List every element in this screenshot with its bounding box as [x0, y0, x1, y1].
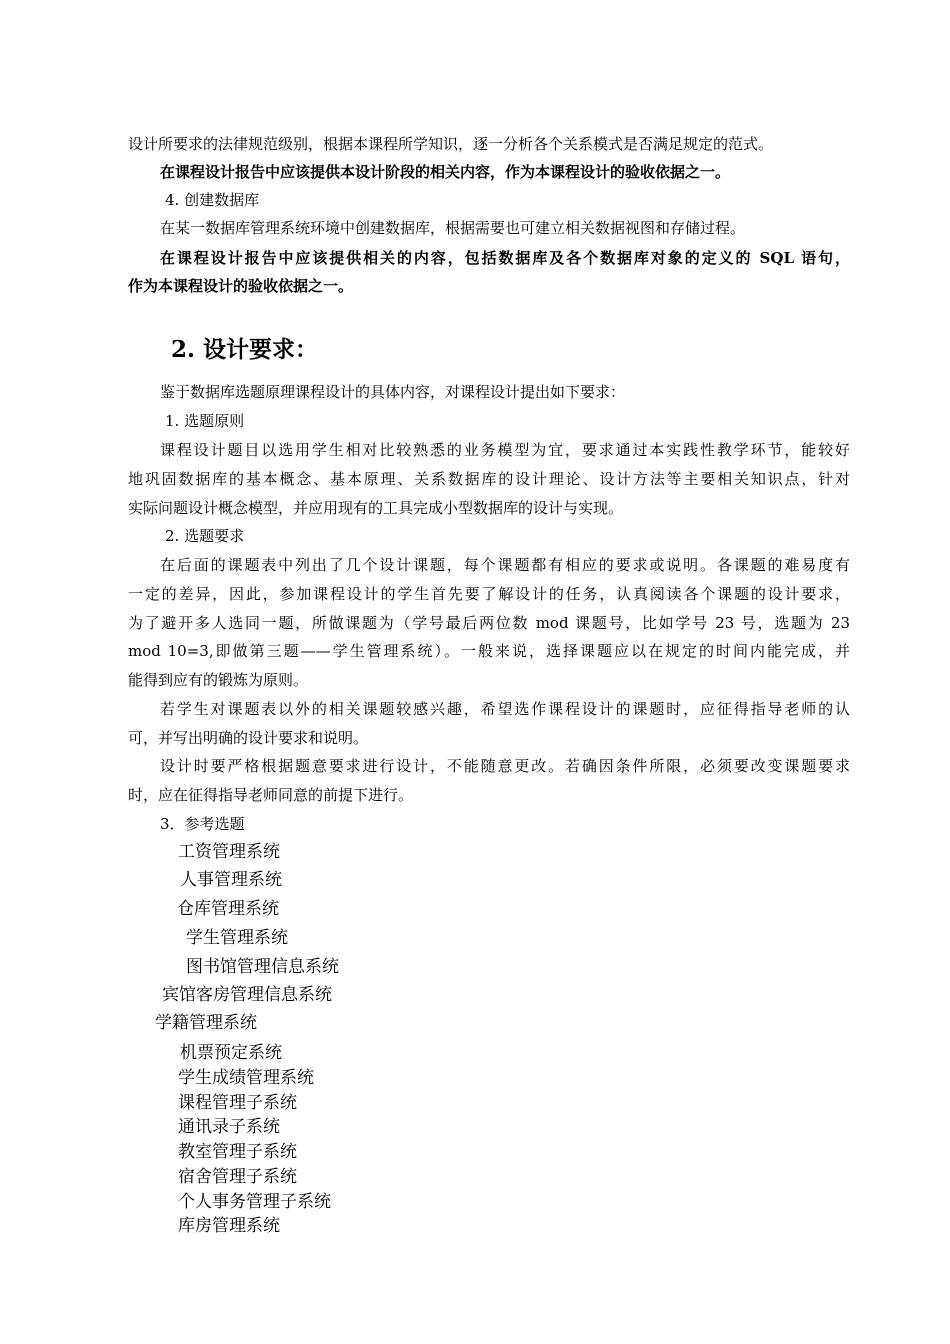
paragraph-line: 地巩固数据库的基本概念、基本原理、关系数据库的设计理论、设计方法等主要相关知识点，针对	[128, 470, 850, 488]
paragraph-line: 在后面的课题表中列出了几个设计课题，每个课题都有相应的要求或说明。各课题的难易度有	[160, 556, 850, 574]
topic-item: 机票预定系统	[180, 1043, 282, 1063]
topic-item: 通讯录子系统	[178, 1117, 280, 1137]
paragraph-line: 鉴于数据库选题原理课程设计的具体内容，对课程设计提出如下要求：	[160, 383, 626, 401]
subsection-title: 2. 选题要求	[165, 527, 245, 545]
topic-item: 仓库管理系统	[177, 899, 279, 919]
paragraph-line: 可，并写出明确的设计要求和说明。	[128, 729, 369, 747]
paragraph-line: 能得到应有的锻炼为原则。	[128, 671, 309, 689]
paragraph-line: 设计所要求的法律规范级别，根据本课程所学知识，逐一分析各个关系模式是否满足规定的范式。	[128, 135, 774, 153]
paragraph-line: 实际问题设计概念模型，并应用现有的工具完成小型数据库的设计与实现。	[128, 499, 624, 517]
subsection-title: 4. 创建数据库	[165, 191, 260, 209]
paragraph-line: 设计时要严格根据题意要求进行设计，不能随意更改。若确因条件所限，必须要改变课题要求	[160, 757, 850, 775]
paragraph-line: 在某一数据库管理系统环境中创建数据库，根据需要也可建立相关数据视图和存储过程。	[160, 219, 746, 237]
topic-item: 学生成绩管理系统	[178, 1068, 314, 1088]
bold-paragraph-line: 作为本课程设计的验收依据之一。	[128, 277, 354, 295]
paragraph-line: 若学生对课题表以外的相关课题较感兴趣，希望选作课程设计的课题时，应征得指导老师的认	[160, 700, 850, 718]
paragraph-line: 一定的差异，因此，参加课程设计的学生首先要了解设计的任务，认真阅读各个课题的设计要求，	[128, 585, 850, 603]
topic-item: 宿舍管理子系统	[178, 1167, 297, 1187]
paragraph-line: 时，应在征得指导老师同意的前提下进行。	[128, 786, 414, 804]
topic-item: 库房管理系统	[178, 1216, 280, 1236]
paragraph-line: 课程设计题目以选用学生相对比较熟悉的业务模型为宜，要求通过本实践性教学环节，能较好	[160, 441, 850, 459]
topic-item: 学籍管理系统	[155, 1013, 257, 1033]
topic-item: 学生管理系统	[186, 928, 288, 948]
bold-paragraph-line: 在课程设计报告中应该提供本设计阶段的相关内容，作为本课程设计的验收依据之一。	[160, 163, 731, 181]
subsection-title: 3．参考选题	[160, 815, 245, 833]
topic-item: 课程管理子系统	[178, 1093, 297, 1113]
bold-paragraph-line: 在课程设计报告中应该提供相关的内容，包括数据库及各个数据库对象的定义的 SQL 语句，	[160, 249, 850, 267]
topic-item: 图书馆管理信息系统	[186, 957, 339, 977]
subsection-title: 1. 选题原则	[165, 412, 245, 430]
paragraph-line: mod 10=3,即做第三题——学生管理系统）。一般来说，选择课题应以在规定的时间内能完成，并	[128, 642, 850, 660]
topic-item: 个人事务管理子系统	[178, 1192, 331, 1212]
topic-item: 宾馆客房管理信息系统	[162, 985, 332, 1005]
paragraph-line: 为了避开多人选同一题，所做课题为（学号最后两位数 mod 课题号，比如学号 23 号，选题为 23	[128, 614, 850, 632]
section-heading: 2. 设计要求：	[171, 336, 319, 363]
topic-item: 工资管理系统	[178, 842, 280, 862]
topic-item: 人事管理系统	[180, 870, 282, 890]
topic-item: 教室管理子系统	[178, 1142, 297, 1162]
